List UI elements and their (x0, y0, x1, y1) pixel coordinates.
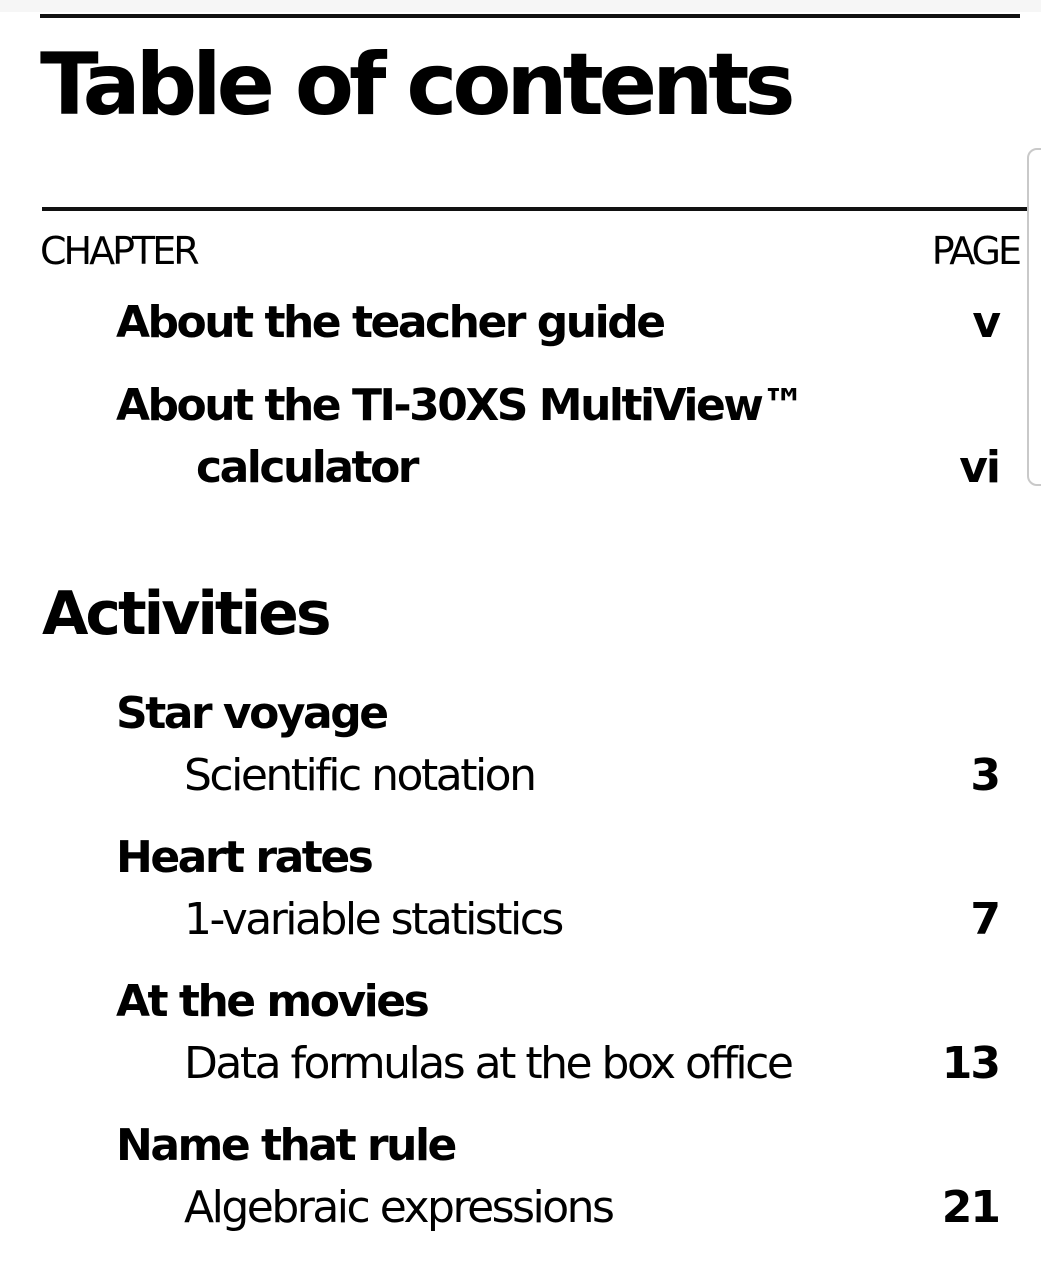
page-title: Table of contents (40, 35, 791, 135)
header-rule (42, 207, 1032, 211)
toc-entry-at-the-movies[interactable]: At the movies (116, 976, 428, 1027)
toc-entry-calculator-line2[interactable]: calculator (196, 442, 417, 493)
top-rule (40, 14, 1020, 18)
toc-entry-teacher-guide[interactable]: About the teacher guide (116, 297, 664, 348)
toc-entry-heart-rates[interactable]: Heart rates (116, 832, 372, 883)
toc-page-star-voyage: 3 (970, 750, 999, 801)
toc-page-name-that-rule: 21 (941, 1182, 999, 1233)
toc-subtitle-heart-rates[interactable]: 1-variable statistics (184, 894, 562, 945)
toc-entry-star-voyage[interactable]: Star voyage (116, 688, 387, 739)
toc-page-calculator: vi (959, 442, 999, 493)
toc-entry-name-that-rule[interactable]: Name that rule (116, 1120, 455, 1171)
scrollbar-handle[interactable] (1027, 148, 1041, 486)
section-heading-activities: Activities (42, 579, 329, 649)
top-edge (0, 0, 1041, 12)
toc-page-teacher-guide: v (972, 297, 999, 348)
toc-page-heart-rates: 7 (970, 894, 999, 945)
toc-subtitle-star-voyage[interactable]: Scientific notation (184, 750, 535, 801)
page-column-header: PAGE (931, 229, 1019, 273)
toc-subtitle-name-that-rule[interactable]: Algebraic expressions (184, 1182, 613, 1233)
toc-entry-calculator-line1[interactable]: About the TI-30XS MultiView™ (116, 380, 803, 431)
toc-subtitle-at-the-movies[interactable]: Data formulas at the box office (184, 1038, 792, 1089)
toc-page-at-the-movies: 13 (941, 1038, 999, 1089)
chapter-column-header: CHAPTER (40, 229, 197, 273)
